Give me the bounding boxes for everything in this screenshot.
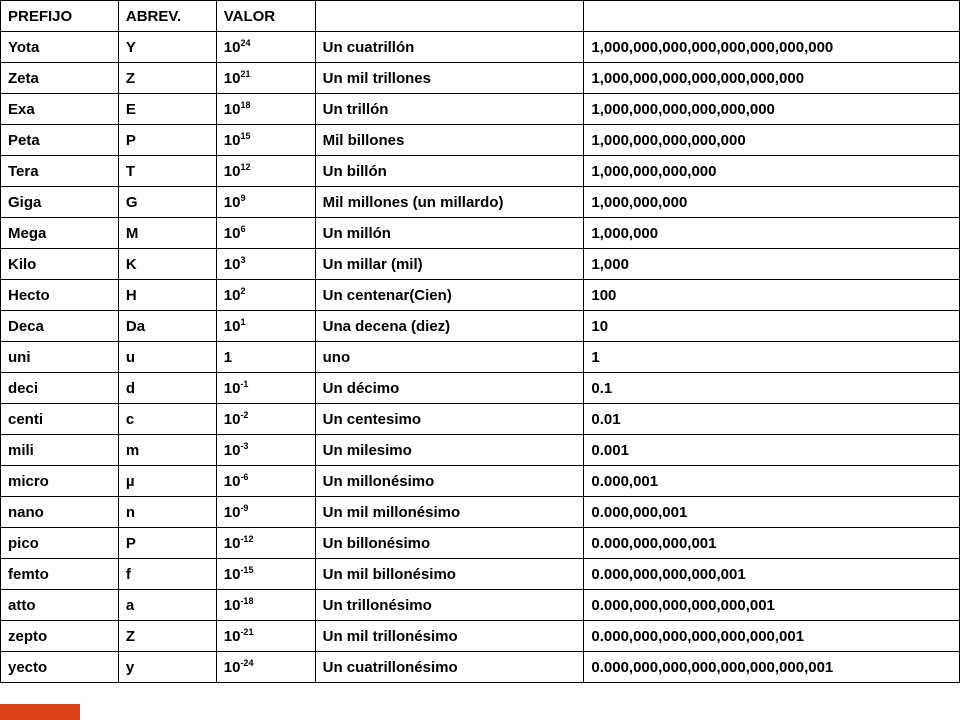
name-cell: Un cuatrillón [315, 32, 584, 63]
decimal-cell: 0.000,000,000,001 [584, 528, 960, 559]
power-exponent: 9 [240, 192, 246, 203]
power-exponent: -15 [240, 564, 254, 575]
abbr-cell: m [118, 435, 216, 466]
accent-bar [0, 704, 80, 720]
prefix-cell: nano [1, 497, 119, 528]
abbr-cell: c [118, 404, 216, 435]
prefix-cell: Tera [1, 156, 119, 187]
prefix-cell: centi [1, 404, 119, 435]
power-base: 10 [223, 224, 241, 242]
header-abbr: ABREV. [118, 1, 216, 32]
power-cell [216, 435, 315, 466]
header-prefix: PREFIJO [1, 1, 119, 32]
table-row [1, 652, 960, 683]
name-cell: Un millón [315, 218, 584, 249]
table-row [1, 218, 960, 249]
power-cell [216, 466, 315, 497]
power-exponent: -24 [240, 657, 254, 668]
power-base: 10 [223, 596, 241, 614]
table-row [1, 621, 960, 652]
prefix-cell: femto [1, 559, 119, 590]
power-base: 10 [223, 379, 241, 397]
name-cell: Un millar (mil) [315, 249, 584, 280]
power-base: 10 [223, 286, 241, 304]
prefix-cell: Deca [1, 311, 119, 342]
name-cell: Un cuatrillonésimo [315, 652, 584, 683]
power-cell [216, 311, 315, 342]
power-base: 10 [223, 317, 241, 335]
prefix-cell: Mega [1, 218, 119, 249]
power-exponent: 12 [240, 161, 251, 172]
power-exponent: -21 [240, 626, 254, 637]
power-cell [216, 249, 315, 280]
table-row [1, 404, 960, 435]
table-row [1, 590, 960, 621]
power-cell [216, 373, 315, 404]
power-cell [216, 497, 315, 528]
name-cell: Mil billones [315, 125, 584, 156]
header-value: VALOR [216, 1, 315, 32]
table-row [1, 156, 960, 187]
decimal-cell: 1,000,000,000,000,000,000,000,000 [584, 32, 960, 63]
power-base: 10 [223, 534, 241, 552]
name-cell: Un décimo [315, 373, 584, 404]
power-base: 10 [223, 441, 241, 459]
name-cell: Un centesimo [315, 404, 584, 435]
header-row [1, 1, 960, 32]
table-row [1, 280, 960, 311]
abbr-cell: Z [118, 63, 216, 94]
abbr-cell: a [118, 590, 216, 621]
prefix-cell: Kilo [1, 249, 119, 280]
power-base: 10 [223, 410, 241, 428]
abbr-cell: µ [118, 466, 216, 497]
decimal-cell: 0.1 [584, 373, 960, 404]
abbr-cell: d [118, 373, 216, 404]
abbr-cell: P [118, 528, 216, 559]
decimal-cell: 1,000,000 [584, 218, 960, 249]
power-exponent: -18 [240, 595, 254, 606]
prefix-cell: Yota [1, 32, 119, 63]
power-base: 1 [223, 348, 233, 366]
name-cell: Mil millones (un millardo) [315, 187, 584, 218]
power-exponent: -2 [240, 409, 249, 420]
prefix-cell: uni [1, 342, 119, 373]
power-exponent: 15 [240, 130, 251, 141]
abbr-cell: K [118, 249, 216, 280]
abbr-cell: Y [118, 32, 216, 63]
power-cell [216, 621, 315, 652]
abbr-cell: u [118, 342, 216, 373]
decimal-cell: 1,000,000,000 [584, 187, 960, 218]
power-exponent: -9 [240, 502, 249, 513]
decimal-cell: 1,000,000,000,000,000,000 [584, 94, 960, 125]
power-base: 10 [223, 627, 241, 645]
power-exponent: 24 [240, 37, 251, 48]
power-cell [216, 528, 315, 559]
power-exponent: -3 [240, 440, 249, 451]
power-cell [216, 187, 315, 218]
table-row [1, 466, 960, 497]
table-row [1, 187, 960, 218]
decimal-cell: 0.000,000,000,000,001 [584, 559, 960, 590]
abbr-cell: P [118, 125, 216, 156]
name-cell: Un mil trillones [315, 63, 584, 94]
name-cell: Un centenar(Cien) [315, 280, 584, 311]
table-row [1, 528, 960, 559]
name-cell: Un mil billonésimo [315, 559, 584, 590]
table-row [1, 32, 960, 63]
decimal-cell: 1,000 [584, 249, 960, 280]
power-base: 10 [223, 658, 241, 676]
table-row [1, 373, 960, 404]
decimal-cell: 0.001 [584, 435, 960, 466]
power-exponent: 18 [240, 99, 251, 110]
power-cell [216, 32, 315, 63]
abbr-cell: n [118, 497, 216, 528]
abbr-cell: f [118, 559, 216, 590]
decimal-cell: 10 [584, 311, 960, 342]
name-cell: Un milesimo [315, 435, 584, 466]
power-exponent: 21 [240, 68, 251, 79]
power-base: 10 [223, 193, 241, 211]
table-row [1, 559, 960, 590]
table-row [1, 63, 960, 94]
power-exponent: -1 [240, 378, 249, 389]
power-cell [216, 63, 315, 94]
power-cell [216, 125, 315, 156]
power-exponent: 1 [240, 316, 246, 327]
prefix-cell: Zeta [1, 63, 119, 94]
name-cell: Un millonésimo [315, 466, 584, 497]
power-base: 10 [223, 131, 241, 149]
table-row [1, 435, 960, 466]
power-cell [216, 156, 315, 187]
abbr-cell: G [118, 187, 216, 218]
name-cell: Un trillón [315, 94, 584, 125]
prefix-cell: Exa [1, 94, 119, 125]
table-row [1, 94, 960, 125]
name-cell: Un billonésimo [315, 528, 584, 559]
power-base: 10 [223, 255, 241, 273]
table-row [1, 249, 960, 280]
power-cell [216, 404, 315, 435]
power-base: 10 [223, 69, 241, 87]
name-cell: Un mil trillonésimo [315, 621, 584, 652]
abbr-cell: M [118, 218, 216, 249]
table-row [1, 342, 960, 373]
decimal-cell: 0.000,000,000,000,000,000,000,001 [584, 652, 960, 683]
power-cell [216, 559, 315, 590]
prefix-cell: atto [1, 590, 119, 621]
decimal-cell: 1 [584, 342, 960, 373]
abbr-cell: T [118, 156, 216, 187]
name-cell: uno [315, 342, 584, 373]
prefix-cell: Peta [1, 125, 119, 156]
name-cell: Un mil millonésimo [315, 497, 584, 528]
prefix-cell: Hecto [1, 280, 119, 311]
prefix-cell: yecto [1, 652, 119, 683]
power-exponent: 3 [240, 254, 246, 265]
name-cell: Una decena (diez) [315, 311, 584, 342]
power-base: 10 [223, 472, 241, 490]
decimal-cell: 0.000,000,001 [584, 497, 960, 528]
power-exponent: 2 [240, 285, 246, 296]
table-row [1, 497, 960, 528]
power-cell [216, 652, 315, 683]
power-cell [216, 280, 315, 311]
decimal-cell: 1,000,000,000,000 [584, 156, 960, 187]
abbr-cell: Da [118, 311, 216, 342]
abbr-cell: H [118, 280, 216, 311]
power-exponent: -12 [240, 533, 254, 544]
prefix-cell: zepto [1, 621, 119, 652]
decimal-cell: 0.000,000,000,000,000,000,001 [584, 621, 960, 652]
name-cell: Un trillonésimo [315, 590, 584, 621]
header-decimal [584, 1, 960, 32]
abbr-cell: Z [118, 621, 216, 652]
prefix-cell: micro [1, 466, 119, 497]
decimal-cell: 0.01 [584, 404, 960, 435]
decimal-cell: 1,000,000,000,000,000 [584, 125, 960, 156]
name-cell: Un billón [315, 156, 584, 187]
power-base: 10 [223, 100, 241, 118]
decimal-cell: 0.000,000,000,000,000,001 [584, 590, 960, 621]
header-name [315, 1, 584, 32]
abbr-cell: y [118, 652, 216, 683]
power-cell [216, 218, 315, 249]
abbr-cell: E [118, 94, 216, 125]
prefix-cell: Giga [1, 187, 119, 218]
power-cell [216, 342, 315, 373]
prefix-cell: mili [1, 435, 119, 466]
decimal-cell: 100 [584, 280, 960, 311]
power-cell [216, 94, 315, 125]
power-base: 10 [223, 162, 241, 180]
power-cell [216, 590, 315, 621]
power-exponent: 6 [240, 223, 246, 234]
power-base: 10 [223, 38, 241, 56]
decimal-cell: 0.000,001 [584, 466, 960, 497]
table-body [1, 32, 960, 683]
power-exponent: -6 [240, 471, 249, 482]
table-row [1, 125, 960, 156]
prefix-cell: pico [1, 528, 119, 559]
prefix-cell: deci [1, 373, 119, 404]
power-base: 10 [223, 565, 241, 583]
power-base: 10 [223, 503, 241, 521]
decimal-cell: 1,000,000,000,000,000,000,000 [584, 63, 960, 94]
table-row [1, 311, 960, 342]
